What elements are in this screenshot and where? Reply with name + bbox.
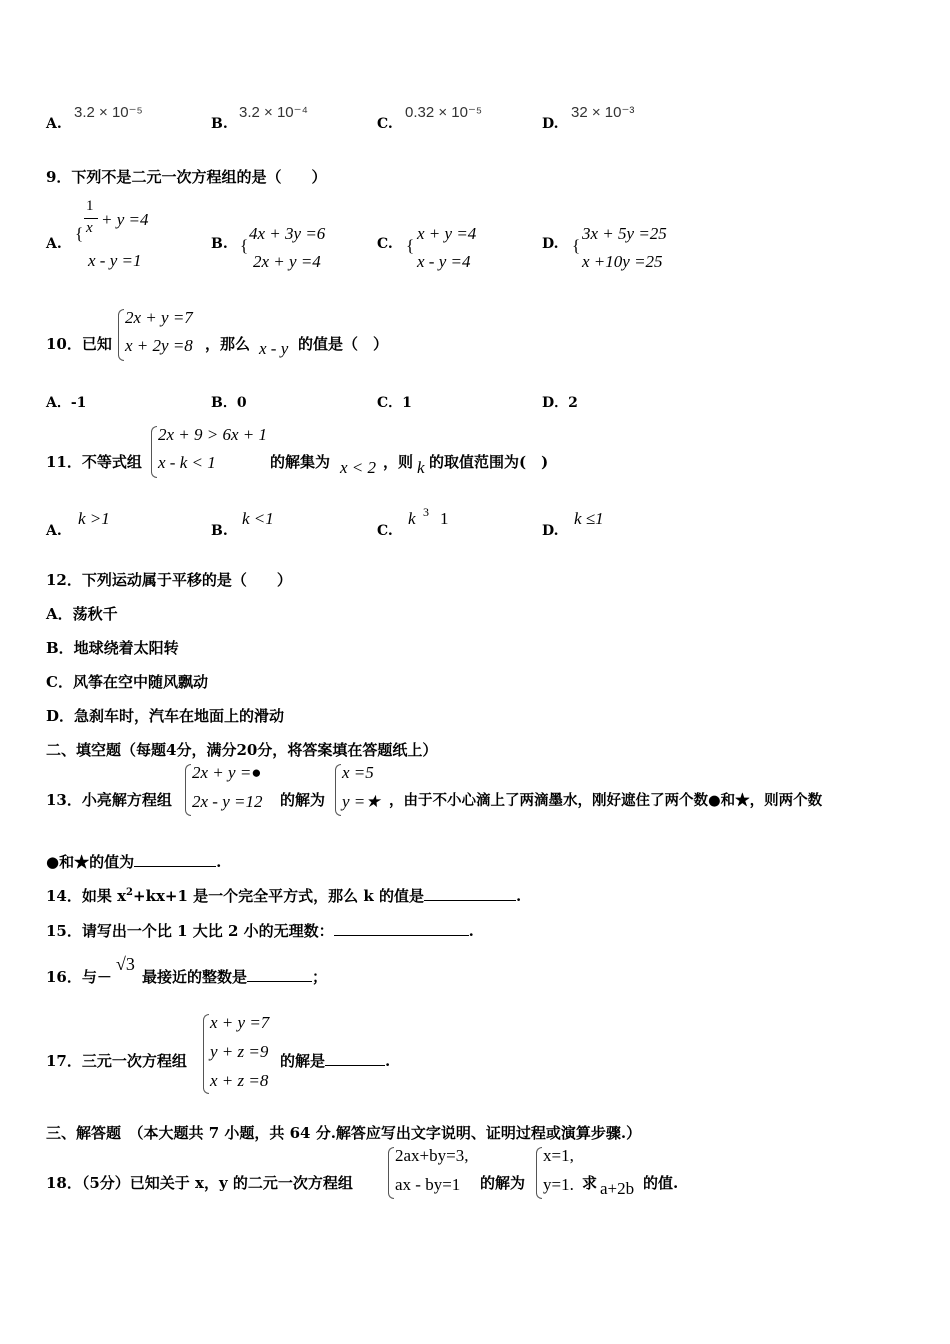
q8-option-c-value: 0.32 × 10⁻⁵: [405, 104, 483, 121]
q10-sys-line2: x + 2y =8: [125, 336, 193, 355]
q11-option-a-label: A.: [46, 523, 62, 539]
q9-option-b-line1: 4x + 3y =6: [249, 224, 326, 243]
q11-mid: 的解集为: [270, 453, 331, 471]
q16-prefix: 16．与－: [46, 968, 112, 986]
q11-sys-line1: 2x + 9 > 6x + 1: [158, 425, 268, 444]
q11-prefix: 11．不等式组: [46, 453, 142, 471]
q9-option-a-label: A.: [46, 236, 62, 252]
q10-expr: x - y: [259, 339, 289, 358]
q18-sys-line2: ax - by=1: [395, 1175, 461, 1194]
q15: [46, 920, 474, 941]
q15-text: 15．请写出一个比 1 大比 2 小的无理数：: [46, 922, 334, 940]
q10-prefix: 10．已知: [46, 335, 112, 353]
q8-option-a-label: A.: [46, 116, 62, 132]
q18-mid: 的解为: [480, 1174, 526, 1192]
q18-prefix: 18．（5分）已知关于 x，y 的二元一次方程组: [46, 1174, 353, 1192]
q18-sol-line2: y=1.: [543, 1175, 574, 1194]
q13-line2-text: ●和★的值为: [46, 853, 135, 871]
q11-system-brace: [151, 426, 157, 478]
q18-suffix: 的值.: [643, 1174, 679, 1192]
q9-option-d-line2: x +10y =25: [582, 252, 663, 271]
q11-option-d-value: k ≤1: [574, 509, 604, 528]
q9-option-d-brace: {: [572, 236, 581, 255]
q10-option-a: A．-1: [46, 395, 87, 411]
q11-cond: x < 2: [340, 458, 377, 477]
q13-line2: [46, 851, 221, 872]
q14-rest: +kx+1 是一个完全平方式，那么 k 的值是: [133, 887, 424, 905]
q17-end: .: [385, 1052, 391, 1070]
q18-solution-brace: [536, 1147, 542, 1199]
q13-sol-line1: x =5: [342, 763, 374, 782]
q10-option-b: B．0: [211, 395, 247, 411]
q9-option-a-brace: {: [75, 224, 84, 243]
q16-end: ；: [312, 968, 328, 986]
q11-mid2: ，则: [383, 453, 414, 471]
q16-suffix: 最接近的整数是: [142, 968, 248, 986]
q14-answer-blank[interactable]: [424, 886, 516, 901]
q9-option-c-brace: {: [406, 236, 415, 255]
q9-option-a-line2: x - y =1: [88, 251, 142, 270]
q12-stem: 12．下列运动属于平移的是（ ）: [46, 571, 292, 589]
q14-end: .: [516, 887, 522, 905]
q8-option-d-label: D.: [542, 116, 559, 132]
q17-system-brace: [203, 1014, 209, 1094]
q8-option-d-value: 32 × 10⁻³: [571, 104, 635, 121]
q12-option-a: A．荡秋千: [46, 605, 118, 623]
q13-prefix: 13．小亮解方程组: [46, 791, 172, 809]
q11-option-c-label: C.: [377, 523, 393, 539]
q17-suffix: 的解是: [280, 1052, 326, 1070]
q15-end: .: [468, 922, 474, 940]
q10-option-d: D．2: [542, 395, 578, 411]
q9-option-a-frac-den: x: [86, 220, 93, 236]
q11-option-b-value: k <1: [242, 509, 274, 528]
q10-sys-line1: 2x + y =7: [125, 308, 193, 327]
q16-suffix-wrap: [142, 966, 327, 987]
q11-option-c-value: k: [408, 509, 416, 528]
q9-option-b-brace: {: [240, 236, 249, 255]
q13-end: .: [216, 853, 222, 871]
q11-sys-line2: x - k < 1: [158, 453, 216, 472]
q12-option-d: D．急刹车时，汽车在地面上的滑动: [46, 707, 285, 725]
q11-suffix: 的取值范围为( ): [429, 453, 549, 471]
q12-option-c: C．风筝在空中随风飘动: [46, 673, 208, 691]
q9-option-d-label: D.: [542, 236, 559, 252]
q17-sys-line2: y + z =9: [210, 1042, 269, 1061]
section-3-heading: 三、解答题 （本大题共 7 小题，共 64 分.解答应写出文字说明、证明过程或演算步骤.）: [46, 1124, 642, 1142]
q13-system-brace: [185, 764, 191, 816]
q18-mid2: 求: [582, 1174, 598, 1192]
q8-option-a-value: 3.2 × 10⁻⁵: [74, 104, 143, 121]
q11-option-d-label: D.: [542, 523, 559, 539]
q8-option-b-label: B.: [211, 116, 228, 132]
q13-sol-line2: y =★: [342, 792, 381, 811]
q9-option-b-label: B.: [211, 236, 228, 252]
q8-option-b-value: 3.2 × 10⁻⁴: [239, 104, 308, 121]
q13-suffix: ，由于不小心滴上了两滴墨水，刚好遮住了两个数●和★，则两个数: [389, 792, 823, 809]
q11-option-b-label: B.: [211, 523, 228, 539]
q18-sys-line1: 2ax+by=3,: [395, 1146, 469, 1165]
q11-var: k: [417, 458, 425, 477]
q10-option-c: C．1: [377, 395, 412, 411]
q9-stem: 9．下列不是二元一次方程组的是（ ）: [46, 168, 327, 186]
q13-solution-brace: [335, 764, 341, 816]
q17-suffix-wrap: [280, 1050, 390, 1071]
q16-answer-blank[interactable]: [247, 967, 312, 982]
q9-option-b-line2: 2x + y =4: [253, 252, 321, 271]
q9-option-a-frac-bar: [84, 218, 98, 219]
q11-option-a-value: k >1: [78, 509, 110, 528]
q8-option-c-label: C.: [377, 116, 393, 132]
q17-prefix: 17．三元一次方程组: [46, 1052, 187, 1070]
q18-system-brace: [388, 1147, 394, 1199]
q13-sys-line2: 2x - y =12: [192, 792, 263, 811]
q12-option-b: B．地球绕着太阳转: [46, 639, 179, 657]
q9-option-c-line2: x - y =4: [417, 252, 471, 271]
section-2-heading: 二、填空题（每题4分，满分20分，将答案填在答题纸上）: [46, 741, 438, 759]
q17-sys-line3: x + z =8: [210, 1071, 269, 1090]
q9-option-a-frac-num: 1: [86, 198, 94, 214]
q16-radical: √3: [116, 954, 135, 974]
q13-sys-line1: 2x + y =●: [192, 763, 262, 782]
q17-sys-line1: x + y =7: [210, 1013, 270, 1032]
q14: [46, 885, 521, 906]
q10-system-brace: [118, 309, 124, 361]
q14-sup: 2: [126, 887, 134, 898]
q13-mid: 的解为: [280, 791, 326, 809]
q17-answer-blank[interactable]: [325, 1051, 385, 1066]
q18-sol-line1: x=1,: [543, 1146, 574, 1165]
q13-answer-blank[interactable]: [134, 852, 216, 867]
q10-mid: ，那么: [205, 335, 251, 353]
q10-suffix: 的值是（ ）: [298, 335, 389, 353]
q9-option-c-label: C.: [377, 236, 393, 252]
q15-answer-blank[interactable]: [334, 921, 469, 936]
q9-option-d-line1: 3x + 5y =25: [582, 224, 667, 243]
q14-prefix: 14．如果 x: [46, 887, 127, 905]
q11-option-c-tail: 1: [440, 509, 449, 528]
q11-option-c-sup: 3: [423, 505, 429, 519]
q18-expr: a+2b: [600, 1179, 635, 1198]
q9-option-c-line1: x + y =4: [417, 224, 477, 243]
q9-option-a-line1: + y =4: [101, 210, 149, 229]
